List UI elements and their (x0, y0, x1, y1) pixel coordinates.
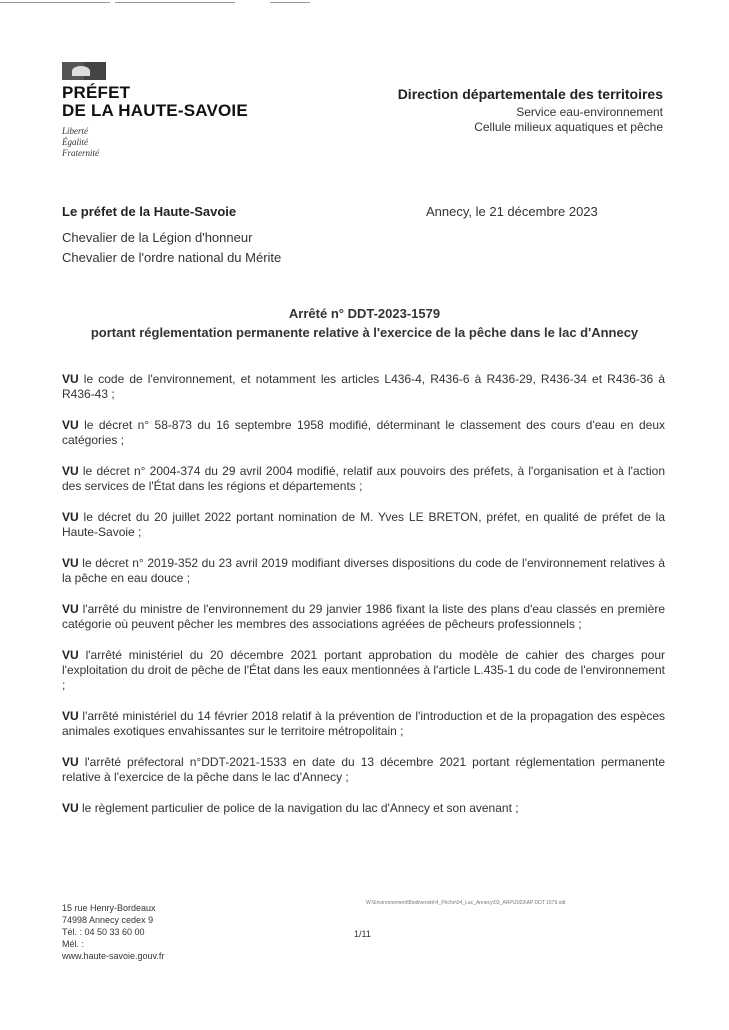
page-number: 1/11 (354, 929, 371, 939)
visa-label: VU (62, 801, 79, 815)
scan-artifact (115, 2, 235, 3)
visa-text: l'arrêté ministériel du 20 décembre 2021 portant approbation du modèle de cahier des charges pour l'exploitation du droit de pêche de l'État dans les eaux mentionnées à l'article L.435-1 du code de l'environnement ; (62, 648, 665, 692)
visa-item (62, 648, 665, 693)
visa-item (62, 510, 665, 540)
visa-text: l'arrêté ministériel du 14 février 2018 relatif à la prévention de l'introduction et de la propagation des espèces animales exotiques envahissantes sur le territoire métropolitain ; (62, 709, 665, 738)
visa-text: le décret n° 2019-352 du 23 avril 2019 modifiant diverses dispositions du code de l'environnement relatives à la pêche en eau douce ; (62, 556, 665, 585)
visa-label: VU (62, 755, 79, 769)
visa-text: le code de l'environnement, et notamment les articles L436-4, R436-6 à R436-29, R436-34 et R436-36 à R436-43 ; (62, 372, 665, 401)
visa-item (62, 709, 665, 739)
visa-label: VU (62, 602, 79, 616)
visa-label: VU (62, 464, 79, 478)
footer-address (62, 902, 164, 962)
marianne-logo-icon (62, 62, 106, 80)
visa-text: l'arrêté du ministre de l'environnement du 29 janvier 1986 fixant la liste des plans d'eau classés en première catégorie où peuvent pêcher les membres des associations agréées de pêcheurs professionnels ; (62, 602, 665, 631)
arrete-subject: portant réglementation permanente relative à l'exercice de la pêche dans le lac d'Annecy (90, 325, 639, 340)
footer-email: Mél. : (62, 939, 85, 949)
visa-label: VU (62, 510, 79, 524)
issuing-service-block (398, 86, 663, 135)
visa-label: VU (62, 648, 79, 662)
visa-text: l'arrêté préfectoral n°DDT-2021-1533 en date du 13 décembre 2021 portant réglementation permanente relative à l'exercice de la pêche dans le lac d'Annecy ; (62, 755, 665, 784)
prefet-title-line-2: DE LA HAUTE-SAVOIE (62, 101, 248, 120)
signer-distinction-1: Chevalier de la Légion d'honneur (62, 230, 253, 245)
ddt-title: Direction départementale des territoires (397, 86, 663, 102)
service-name: Service eau-environnement (516, 105, 663, 119)
visa-item (62, 372, 665, 402)
visa-text: le décret du 20 juillet 2022 portant nomination de M. Yves LE BRETON, préfet, en qualité de préfet de la Haute-Savoie ; (62, 510, 665, 539)
cellule-name: Cellule milieux aquatiques et pêche (474, 120, 663, 134)
visa-label: VU (62, 556, 79, 570)
visa-item (62, 418, 665, 448)
signer-distinction-2: Chevalier de l'ordre national du Mérite (62, 250, 282, 265)
visa-label: VU (62, 709, 79, 723)
prefecture-logo-block (62, 62, 322, 159)
visa-label: VU (62, 418, 79, 432)
footer-phone: Tél. : 04 50 33 60 00 (62, 927, 145, 937)
footer-website: www.haute-savoie.gouv.fr (62, 951, 165, 961)
place-and-date: Annecy, le 21 décembre 2023 (426, 204, 598, 219)
visa-text: le décret n° 2004-374 du 29 avril 2004 modifié, relatif aux pouvoirs des préfets, à l'organisation et à l'action des services de l'État dans les régions et départements ; (62, 464, 665, 493)
prefet-title-line-1: PRÉFET (62, 83, 131, 102)
footer-street: 15 rue Henry-Bordeaux (62, 903, 156, 913)
visa-item (62, 464, 665, 494)
devise-liberte: Liberté (62, 126, 88, 136)
visa-item (62, 801, 665, 816)
arrete-number: Arrêté n° DDT-2023-1579 (288, 306, 441, 321)
visa-item (62, 755, 665, 785)
signer-block (62, 204, 281, 268)
signer-title: Le préfet de la Haute-Savoie (62, 204, 237, 219)
scan-artifact (270, 2, 310, 3)
scan-artifact (0, 2, 110, 3)
visa-item (62, 602, 665, 632)
visa-label: VU (62, 372, 79, 386)
visa-list (62, 372, 665, 832)
visa-text: le décret n° 58-873 du 16 septembre 1958 modifié, déterminant le classement des cours d'eau en deux catégories ; (62, 418, 665, 447)
devise-fraternite: Fraternité (62, 148, 99, 158)
devise-egalite: Égalité (62, 137, 88, 147)
visa-text: le règlement particulier de police de la navigation du lac d'Annecy et son avenant ; (82, 801, 519, 815)
arrete-heading (40, 304, 689, 342)
visa-item (62, 556, 665, 586)
footer-file-path: W:\Environnement\Biodiversité\4_Pêche\04_Lac_Annecy\03_ARP\2023\AP DDT 1579.odt (366, 900, 566, 906)
footer-city: 74998 Annecy cedex 9 (62, 915, 154, 925)
